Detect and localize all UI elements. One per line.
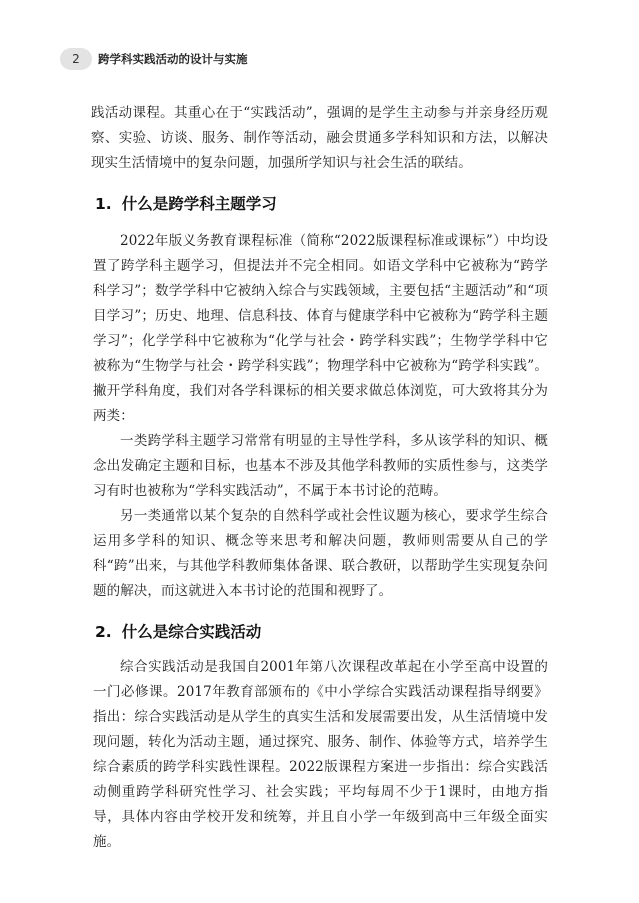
running-header: [60, 48, 248, 70]
section-heading-2: [93, 620, 548, 645]
section-number: 2.: [95, 623, 112, 641]
section-heading-1: [93, 192, 548, 217]
paragraph: 一类跨学科主题学习常常有明显的主导性学科，多从该学科的知识、概念出发确定主题和目标，也基本不涉及其他学科教师的实质性参与，这类学习有时也被称为“学科实践活动”，不属于本书讨论的范畴。: [93, 433, 548, 499]
paragraph: 另一类通常以某个复杂的自然科学或社会性议题为核心，要求学生综合运用多学科的知识、概念等来思考和解决问题，教师则需要从自己的学科“跨”出来，与其他学科教师集体备课、联合教研，以帮助学生实现复杂问题的解决，而这就进入本书讨论的范围和视野了。: [93, 508, 548, 599]
body-text: [93, 101, 548, 855]
running-title: 跨学科实践活动的设计与实施: [98, 52, 248, 66]
section-title: 什么是跨学科主题学习: [121, 195, 277, 213]
page-number: 2: [60, 48, 92, 70]
paragraph: 综合实践活动是我国自2001年第八次课程改革起在小学至高中设置的一门必修课。2017年教育部颁布的《中小学综合实践活动课程指导纲要》指出：综合实践活动是从学生的真实生活和发展需要出发，从生活情境中发现问题，转化为活动主题，通过探究、服务、制作、体验等方式，培养学生综合素质的跨学科实践性课程。2022版课程方案进一步指出：综合实践活动侧重跨学科研究性学习、社会实践；平均每周不少于1课时，由地方指导，具体内容由学校开发和统筹，并且自小学一年级到高中三年级全面实施。: [93, 659, 548, 850]
paragraph: 2022年版义务教育课程标准（简称“2022版课程标准或课标”）中均设置了跨学科主题学习，但提法并不完全相同。如语文学科中它被称为“跨学科学习”；数学学科中它被纳入综合与实践领域，主要包括“主题活动”和“项目学习”；历史、地理、信息科技、体育与健康学科中它被称为“跨学科主题学习”；化学学科中它被称为“化学与社会・跨学科实践”；生物学学科中它被称为“生物学与社会・跨学科实践”；物理学科中它被称为“跨学科实践”。撇开学科角度，我们对各学科课标的相关要求做总体浏览，可大致将其分为两类：: [93, 233, 548, 424]
paragraph-continuation: 践活动课程。其重心在于“实践活动”，强调的是学生主动参与并亲身经历观察、实验、访谈、服务、制作等活动，融会贯通多学科知识和方法，以解决现实生活情境中的复杂问题，加强所学知识与社会生活的联结。: [91, 105, 548, 171]
section-number: 1.: [95, 195, 112, 213]
section-title: 什么是综合实践活动: [121, 623, 262, 641]
